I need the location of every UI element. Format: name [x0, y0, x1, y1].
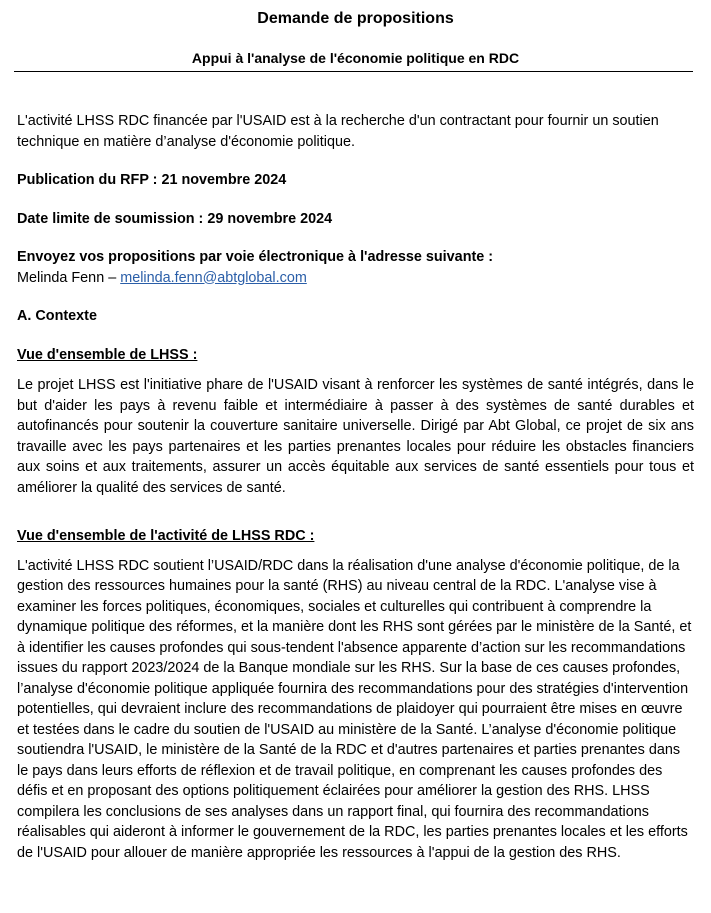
section-a-heading: A. Contexte: [17, 308, 97, 324]
intro-paragraph: L'activité LHSS RDC financée par l'USAID est à la recherche d'un contractant pour fournir un soutien technique en matière d’analyse d'économie politique.: [17, 113, 659, 150]
contact-line: [17, 268, 694, 289]
document-title: Demande de propositions: [257, 10, 454, 27]
overview-lhss-paragraph: Le projet LHSS est l'initiative phare de l'USAID visant à renforcer les systèmes de santé intégrés, dans le but d'aider les pays à revenu faible et intermédiaire à passer à des systèmes de santé durables et autofinancés pour soutenir la couverture sanitaire universelle. Dirigé par Abt Global, ce projet de six ans travaille avec les pays partenaires et les parties prenantes locales pour réduire les obstacles financiers aux soins et aux traitements, assurer un accès équitable aux services de santé essentiels pour tous et améliorer la qualité des services de santé.: [17, 377, 694, 496]
overview-lhss-heading: Vue d'ensemble de LHSS :: [17, 346, 198, 363]
publication-date: Publication du RFP : 21 novembre 2024: [17, 172, 287, 188]
submit-instruction: Envoyez vos propositions par voie électronique à l'adresse suivante :: [17, 249, 494, 265]
document-page: [0, 9, 711, 913]
title-divider: [14, 71, 693, 72]
overview-rdc-paragraph: L'activité LHSS RDC soutient l’USAID/RDC dans la réalisation d'une analyse d'économie politique, de la gestion des ressources humaines pour la santé (RHS) au niveau central de la RDC. L'analyse vise à examiner les forces politiques, économiques, sociales et culturelles qui contribuent à comprendre la dynamique politique des réformes, et la manière dont les RHS sont gérées par le ministère de la Santé, et à identifier les causes profondes qui sous-tendent l'absence apparente d’action sur les recommandations issues du rapport 2023/2024 de la Banque mondiale sur les RHS. Sur la base de ces causes profondes, l’analyse d'économie politique appliquée fournira des recommandations pour des stratégies d'intervention potentielles, qui devraient inclure des recommandations de plaidoyer qui pourraient être mises en œuvre et testées dans le cadre du soutien de l'USAID au ministère de la Santé. L’analyse d'économie politique soutiendra l'USAID, le ministère de la Santé de la RDC et d'autres partenaires et parties prenantes dans le pays dans leurs efforts de réflexion et de travail politique, en comprenant les causes profondes des défis et en proposant des options politiquement éclairées pour améliorer la gestion des RHS. LHSS compilera les conclusions de ses analyses dans un rapport final, qui fournira des recommandations réalisables qui aideront à informer le gouvernement de la RDC, les parties prenantes locales et les efforts de l'USAID pour allouer de manière appropriée les ressources à l'appui de la gestion des RHS.: [17, 557, 692, 861]
document-subtitle: Appui à l'analyse de l'économie politique en RDC: [191, 50, 520, 66]
contact-name: Melinda Fenn –: [17, 269, 121, 286]
contact-email-link[interactable]: melinda.fenn@abtglobal.com: [120, 269, 307, 286]
submission-deadline: Date limite de soumission : 29 novembre 2024: [17, 210, 333, 227]
overview-rdc-heading: Vue d'ensemble de l'activité de LHSS RDC :: [17, 528, 315, 544]
